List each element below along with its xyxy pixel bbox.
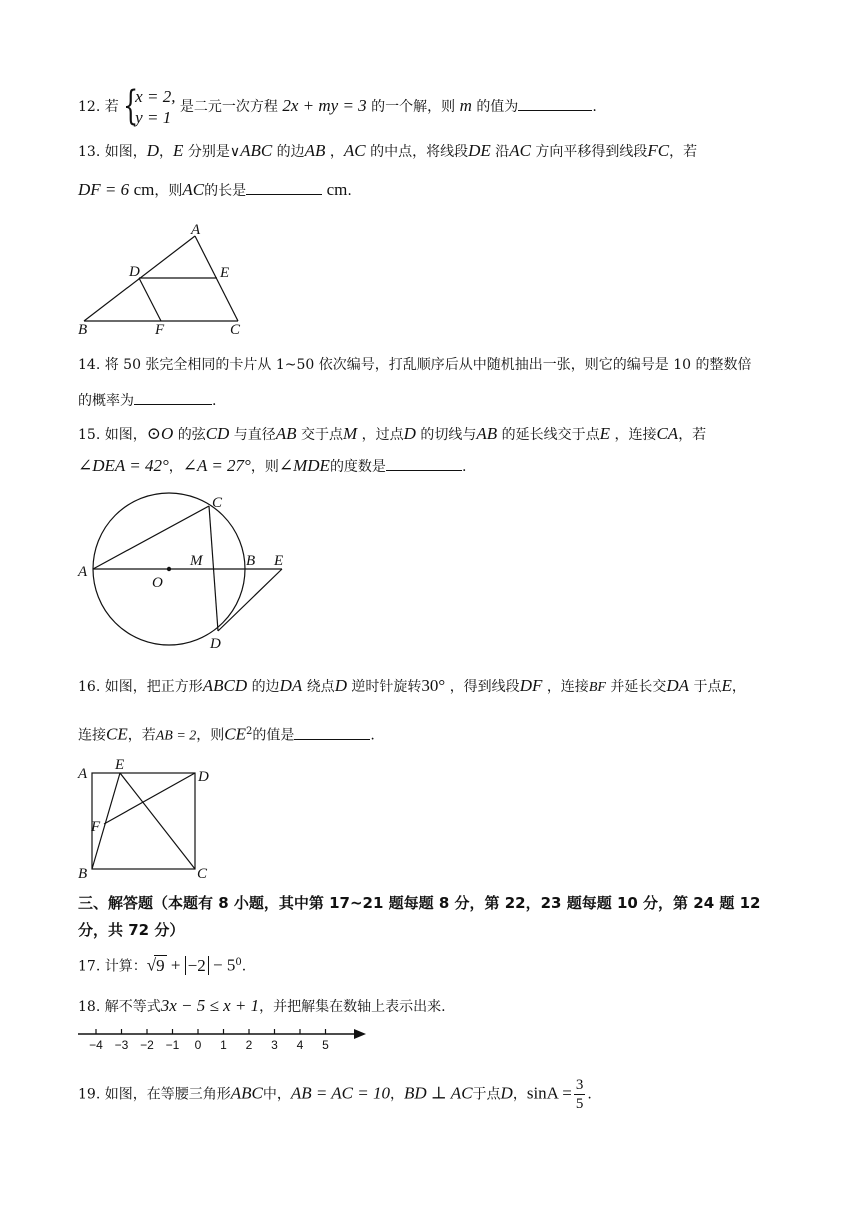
q16-var: DA [279, 676, 303, 695]
tick-label: 2 [245, 1038, 253, 1052]
period: . [347, 183, 352, 199]
q19-text: 于点 [472, 1086, 501, 1103]
q12-text1: 是二元一次方程 [179, 99, 278, 115]
q15-var: E [599, 424, 610, 443]
q15-var: ∠MDE [278, 456, 330, 475]
q15-text: ，若 [678, 427, 707, 443]
q13-text: 的中点，将线段 [370, 144, 469, 160]
tick-label: −1 [165, 1038, 180, 1052]
q13-text: ， [159, 144, 173, 160]
section-3-heading-line2: 分，共 72 分） [78, 921, 185, 939]
answer-blank [134, 390, 212, 405]
label-E: E [115, 757, 125, 773]
q13-text: ，则 [154, 183, 183, 199]
q15-text: 的切线与 [420, 427, 477, 443]
q13-text: 13. 如图， [78, 144, 147, 160]
q15-text: ， [168, 459, 183, 475]
label-O: O [152, 575, 163, 591]
q16-line1 [78, 676, 746, 698]
q18-inequality: 3x − 5 ≤ x + 1 [160, 996, 260, 1015]
q16-text: 绕点 [306, 679, 335, 695]
q17-text: 17. 计算： [78, 958, 147, 975]
q16-text: ，则 [196, 727, 225, 744]
q12-line [78, 83, 597, 129]
label-E: E [274, 553, 284, 569]
q19-line [78, 1076, 592, 1113]
q16-var: ABCD [202, 676, 248, 695]
tick-label: 0 [194, 1038, 202, 1052]
q12-text2: 的一个解，则 [371, 99, 456, 115]
fraction [574, 1076, 586, 1113]
q13-var: FC [647, 141, 670, 160]
q13-figure [74, 220, 254, 338]
answer-blank [294, 725, 370, 740]
label-D: D [198, 769, 209, 785]
q16-text: ，连接 [546, 679, 589, 695]
label-B: B [78, 322, 88, 338]
q13-text: ，若 [669, 144, 698, 160]
q15-text: ，则 [250, 459, 279, 475]
q16-text: 的值是 [252, 727, 295, 744]
q14-line2 [78, 390, 216, 411]
tick-label: 4 [296, 1038, 304, 1052]
q15-figure [72, 490, 302, 650]
q16-text: 16. 如图，把正方形 [78, 679, 203, 695]
q18-text: ，并把解集在数轴上表示出来. [259, 999, 446, 1015]
q14-line1: 14. 将 50 张完全相同的卡片从 1~50 依次编号，打乱顺序后从中随机抽出一张，则它的编号是 10 的整数倍 [78, 357, 752, 373]
q15-var: CA [656, 424, 679, 443]
q17-op: − 5 [208, 955, 236, 975]
q13-line1 [78, 141, 697, 162]
q15-var: ∠A = 27° [182, 456, 251, 475]
tick-label: −4 [89, 1038, 103, 1052]
q19-var: ABC [230, 1083, 263, 1103]
q16-var: AB = 2 [155, 728, 197, 744]
period: . [241, 958, 247, 975]
answer-blank [518, 96, 592, 111]
q15-text: ，过点 [361, 427, 404, 443]
label-A: A [191, 222, 201, 238]
radical-sign: √ [146, 955, 157, 975]
q15-text: 的弦 [177, 427, 206, 443]
q12-eq1: x = 2, [135, 87, 176, 106]
q16-text: ，若 [127, 727, 156, 744]
q17-abs: −2 [185, 956, 209, 975]
q14-text: 的概率为 [78, 393, 134, 409]
denominator: 5 [575, 1096, 584, 1112]
q16-text: 的边 [251, 679, 280, 695]
section-3-heading-line1: 三、解答题（本题有 8 小题，其中第 17~21 题每题 8 分，第 22，23 题每题 10 分，第 24 题 12 [78, 894, 761, 912]
q16-var: E [721, 676, 732, 695]
q13-text: 沿 [495, 144, 510, 160]
brace: { [123, 83, 139, 129]
q15-line2 [78, 456, 466, 477]
q16-line2 [78, 722, 375, 747]
q16-var: DF [519, 676, 543, 695]
q12-system [123, 83, 176, 129]
q16-var: CE [224, 724, 247, 744]
q15-var: D [403, 424, 416, 443]
label-D: D [210, 636, 221, 650]
q13-text: 分别是∨ [187, 144, 241, 160]
q15-text: 与直径 [233, 427, 276, 443]
q19-text: 中， [262, 1086, 291, 1103]
q18-text: 18. 解不等式 [78, 999, 161, 1015]
q15-text: 的度数是 [329, 459, 386, 475]
q15-var: ⊙O [146, 424, 174, 443]
q13-unit: cm [326, 180, 348, 199]
label-F: F [91, 819, 101, 835]
q12-var: m [459, 96, 472, 115]
q19-text: 19. 如图，在等腰三角形 [78, 1086, 231, 1103]
q17-op: + [166, 955, 185, 975]
q16-var: D [334, 676, 347, 695]
q13-text: 的长是 [204, 183, 247, 199]
q19-text: ， [512, 1086, 527, 1103]
q13-var: AC [509, 141, 531, 160]
q13-text: ， [329, 144, 344, 160]
q16-var: BF [588, 680, 606, 695]
q13-var: D [146, 141, 159, 160]
tick-label: 5 [322, 1038, 329, 1052]
q16-var: 30° [421, 676, 446, 695]
label-B: B [246, 553, 256, 569]
q17-superscript: 0 [235, 957, 242, 968]
q18-line [78, 996, 446, 1017]
q13-text: 方向平移得到线段 [535, 144, 648, 160]
q15-text: 交于点 [301, 427, 344, 443]
q19-text: ， [389, 1086, 404, 1103]
period: . [370, 727, 375, 744]
period: . [212, 393, 217, 409]
period: . [461, 459, 467, 475]
q13-var: DE [468, 141, 491, 160]
q16-text: 于点 [693, 679, 722, 695]
q16-text: 连接 [78, 727, 106, 744]
q12-number: 12. 若 [78, 99, 119, 115]
q15-var: AB [476, 424, 498, 443]
q13-unit: cm [133, 180, 155, 199]
answer-blank [246, 180, 322, 195]
q13-var: E [173, 141, 184, 160]
q12-equation: 2x + my = 3 [282, 96, 367, 115]
tick-label: −2 [140, 1038, 154, 1052]
q15-var: CD [205, 424, 230, 443]
q19-var: BD ⊥ AC [403, 1083, 473, 1103]
q13-var: AC [343, 141, 366, 160]
q16-text: ， [731, 679, 746, 695]
q13-var: AC [182, 180, 205, 199]
q16-superscript: 2 [246, 726, 253, 737]
label-D: D [129, 264, 140, 280]
q19-sin: sinA = [526, 1083, 572, 1103]
q17-line [78, 953, 246, 977]
q12-eq2: y = 1 [135, 108, 172, 127]
label-C: C [197, 866, 208, 882]
q12-text3: 的值为 [476, 99, 519, 115]
tick-label: −3 [114, 1038, 129, 1052]
q16-text: 逆时针旋转 [351, 679, 422, 695]
q15-var: AB [275, 424, 297, 443]
label-E: E [220, 265, 230, 281]
q16-text: 并延长交 [610, 679, 667, 695]
q15-text: 的延长线交于点 [501, 427, 600, 443]
label-M: M [190, 553, 203, 569]
q16-var: CE [106, 724, 128, 744]
q13-line2 [78, 180, 352, 201]
period: . [592, 99, 597, 115]
arrow-icon [354, 1029, 366, 1039]
tick-label: 1 [220, 1038, 227, 1052]
q17-radicand: 9 [156, 955, 165, 975]
numerator: 3 [575, 1077, 584, 1093]
label-C: C [212, 495, 223, 511]
label-A: A [78, 564, 88, 580]
q19-var: D [500, 1083, 513, 1103]
q15-var: M [343, 424, 358, 443]
q13-text: 的边 [276, 144, 305, 160]
center-dot [167, 567, 171, 571]
q16-text: ，得到线段 [449, 679, 520, 695]
label-F: F [155, 322, 165, 338]
q13-var: DF = 6 [78, 180, 130, 199]
answer-blank [386, 456, 462, 471]
q13-var: ABC [240, 141, 273, 160]
q16-var: DA [666, 676, 690, 695]
q15-var: ∠DEA = 42° [78, 456, 169, 475]
q15-text: 15. 如图， [78, 427, 147, 443]
q19-var: AB = AC = 10 [290, 1083, 390, 1103]
period: . [587, 1086, 592, 1103]
q16-figure [74, 756, 224, 882]
q15-line1 [78, 424, 706, 445]
label-C: C [230, 322, 241, 338]
label-B: B [78, 866, 88, 882]
q13-var: AB [304, 141, 326, 160]
tick-label: 3 [271, 1038, 278, 1052]
number-line [76, 1026, 376, 1054]
q15-text: ，连接 [614, 427, 657, 443]
label-A: A [78, 766, 88, 782]
